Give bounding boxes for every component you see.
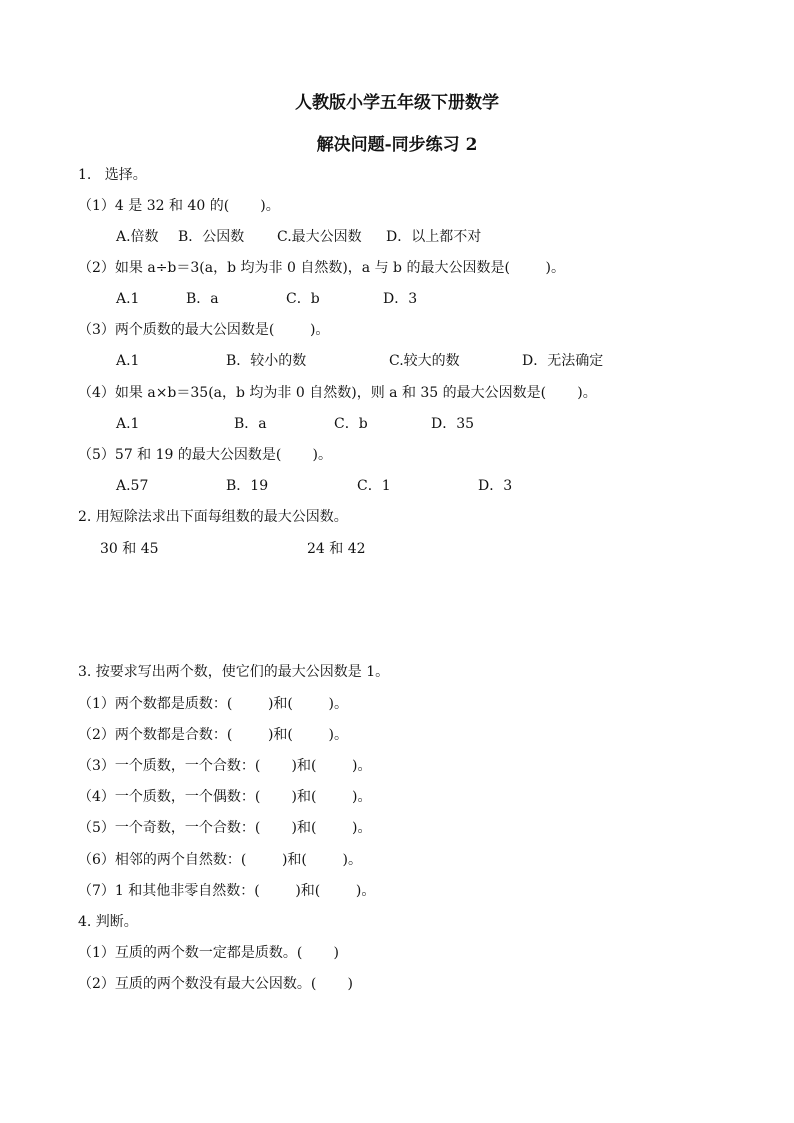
q1-2-option-d: D．3 [383,291,418,307]
q3-heading: 3. 按要求写出两个数，使它们的最大公因数是 1。 [78,664,390,680]
q3-item-4: （4）一个质数，一个偶数：( )和( )。 [78,789,372,805]
q1-3-option-b: B．较小的数 [226,353,307,369]
q1-2-stem: （2）如果 a÷b＝3(a，b 均为非 0 自然数)，a 与 b 的最大公因数是( )。 [78,260,565,276]
q1-1-option-d: D．以上都不对 [386,229,482,245]
q3-item-3: （3）一个质数，一个合数：( )和( )。 [78,758,372,774]
q1-2-option-a: A.1 [116,291,140,307]
q1-4-stem: （4）如果 a×b＝35(a，b 均为非 0 自然数)，则 a 和 35 的最大公因数是( )。 [78,385,597,401]
q1-3-option-d: D．无法确定 [522,353,604,369]
q1-heading: 1. 选择。 [78,167,147,183]
q1-2-option-c: C．b [286,291,320,307]
q1-3-stem: （3）两个质数的最大公因数是( )。 [78,322,330,338]
q1-5-stem: （5）57 和 19 的最大公因数是( )。 [78,447,332,463]
q3-item-6: （6）相邻的两个自然数：( )和( )。 [78,852,362,868]
q2-heading: 2. 用短除法求出下面每组数的最大公因数。 [78,509,348,525]
q1-1-option-a: A.倍数 [116,229,159,245]
q1-1-option-c: C.最大公因数 [277,229,362,245]
q1-5-option-b: B．19 [226,478,269,494]
q1-4-option-a: A.1 [116,416,140,432]
page-title: 人教版小学五年级下册数学 [295,93,499,113]
q1-1-stem: （1）4 是 32 和 40 的( )。 [78,198,280,214]
q3-item-7: （7）1 和其他非零自然数：( )和( )。 [78,883,376,899]
q4-item-1: （1）互质的两个数一定都是质数。( ) [78,945,339,961]
q2-pair-1: 30 和 45 [100,541,159,557]
q2-pair-2: 24 和 42 [307,541,366,557]
q1-5-option-d: D．3 [478,478,513,494]
q1-4-option-c: C．b [334,416,368,432]
q1-5-option-c: C．1 [357,478,391,494]
q1-5-option-a: A.57 [116,478,149,494]
page-subtitle: 解决问题-同步练习 2 [316,135,478,155]
q1-3-option-a: A.1 [116,353,140,369]
q4-item-2: （2）互质的两个数没有最大公因数。( ) [78,976,353,992]
q1-1-option-b: B．公因数 [178,229,245,245]
q1-2-option-b: B．a [186,291,219,307]
q1-4-option-d: D．35 [431,416,475,432]
q3-item-1: （1）两个数都是质数：( )和( )。 [78,696,348,712]
q1-4-option-b: B．a [234,416,267,432]
q4-heading: 4. 判断。 [78,914,138,930]
q1-3-option-c: C.较大的数 [389,353,460,369]
q3-item-2: （2）两个数都是合数：( )和( )。 [78,727,348,743]
q3-item-5: （5）一个奇数，一个合数：( )和( )。 [78,820,372,836]
